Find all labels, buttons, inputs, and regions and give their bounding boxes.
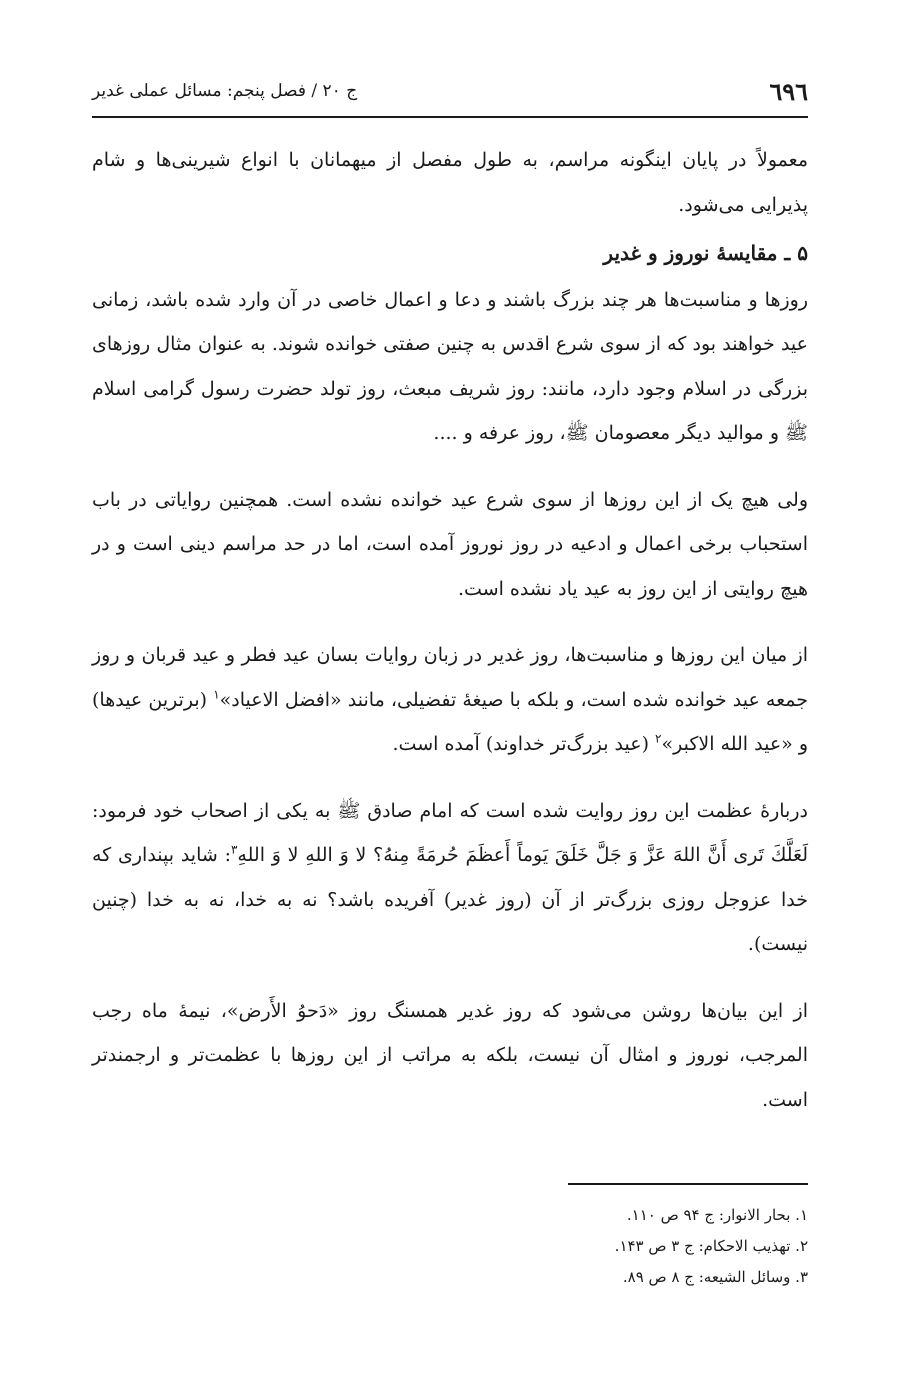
paragraph-intro: معمولاً در پایان اینگونه مراسم، به طول مفصل از میهمانان با انواع شیرینی‌ها و شام پذیرایی می‌شود. <box>92 149 808 216</box>
footnote-3: ۳. وسائل الشیعه: ج ۸ ص ۸۹. <box>622 1268 808 1286</box>
text-run: (برترین عیدها) و «عید الله الاکبر» <box>92 688 808 755</box>
footnote-ref-1[interactable]: ۱ <box>213 687 220 702</box>
text-run: از میان این روزها و مناسبت‌ها، روز غدیر در زبان روایات بسان عید فطر و عید قربان و روز جمعه عید خوانده شده است، و بلکه با صیغهٔ تفضیلی، مانند «افضل الاعیاد» <box>92 644 808 711</box>
paragraph-occasions: روزها و مناسبت‌ها هر چند بزرگ باشند و دعا و اعمال خاصی در آن وارد شده باشد، زمانی عید خواهند بود که از سوی شرع اقدس به چنین صفتی خوانده شوند. به عنوان مثال روزهای بزرگی در اسلام وجود دارد، مانند: روز شریف مبعث، روز تولد حضرت رسول گرامی اسلام ﷺ و موالید دیگر معصومان ﷺ، روز عرفه و .... <box>92 288 808 444</box>
footnote-ref-3[interactable]: ۳ <box>230 842 238 857</box>
text-run: دربارهٔ عظمت این روز روایت شده است که امام صادق ﷺ به یکی از اصحاب خود فرمود: لَعَلَّكَ تَرى أَنَّ اللهَ عَزَّ وَ جَلَّ خَلَقَ يَوماً أَعظَمَ حُرمَةً مِنهُ؟ لا وَ اللهِ لا وَ اللهِ <box>92 799 808 866</box>
running-header: ج ۲۰ / فصل پنجم: مسائل عملی غدیر <box>92 81 358 101</box>
text-run: (عید بزرگ‌تر خداوند) آمده است. <box>392 733 656 755</box>
body-text <box>92 138 808 1122</box>
paragraph-conclusion: از این بیان‌ها روشن می‌شود که روز غدیر همسنگ روز «دَحوُ الأَرض»، نیمهٔ ماه رجب المرجب، نوروز و امثال آن نیست، بلکه به مراتب از این روزها با عظمت‌تر و ارجمندتر است. <box>92 999 808 1111</box>
text-run: : شاید بپنداری که خدا عزوجل روزی بزرگ‌تر از آن (روز غدیر) آفریده باشد؟ نه به خدا، نه به خدا (چنین نیست). <box>92 844 808 955</box>
footnotes <box>92 1200 808 1293</box>
footnote-ref-2[interactable]: ۲ <box>655 731 662 746</box>
footnote-1: ۱. بحار الانوار: ج ۹۴ ص ۱۱۰. <box>626 1206 808 1224</box>
paragraph-ghadir-eid <box>92 633 808 767</box>
paragraph-nowruz: ولی هیچ یک از این روزها از سوی شرع عید خوانده نشده است. همچنین روایاتی در باب استحباب برخی اعمال و ادعیه در روز نوروز آمده است، اما در حد مراسم دینی است و در هیچ روایتی از این روز به عید یاد نشده است. <box>92 488 809 600</box>
section-title: ۵ ـ مقایسهٔ نوروز و غدیر <box>603 241 808 265</box>
footnote-2: ۲. تهذیب الاحکام: ج ۳ ص ۱۴۳. <box>614 1237 808 1255</box>
paragraph-hadith <box>92 789 808 967</box>
footnote-divider <box>568 1183 808 1185</box>
page-number: ٦٩٦ <box>769 76 808 106</box>
page-header <box>92 66 808 118</box>
